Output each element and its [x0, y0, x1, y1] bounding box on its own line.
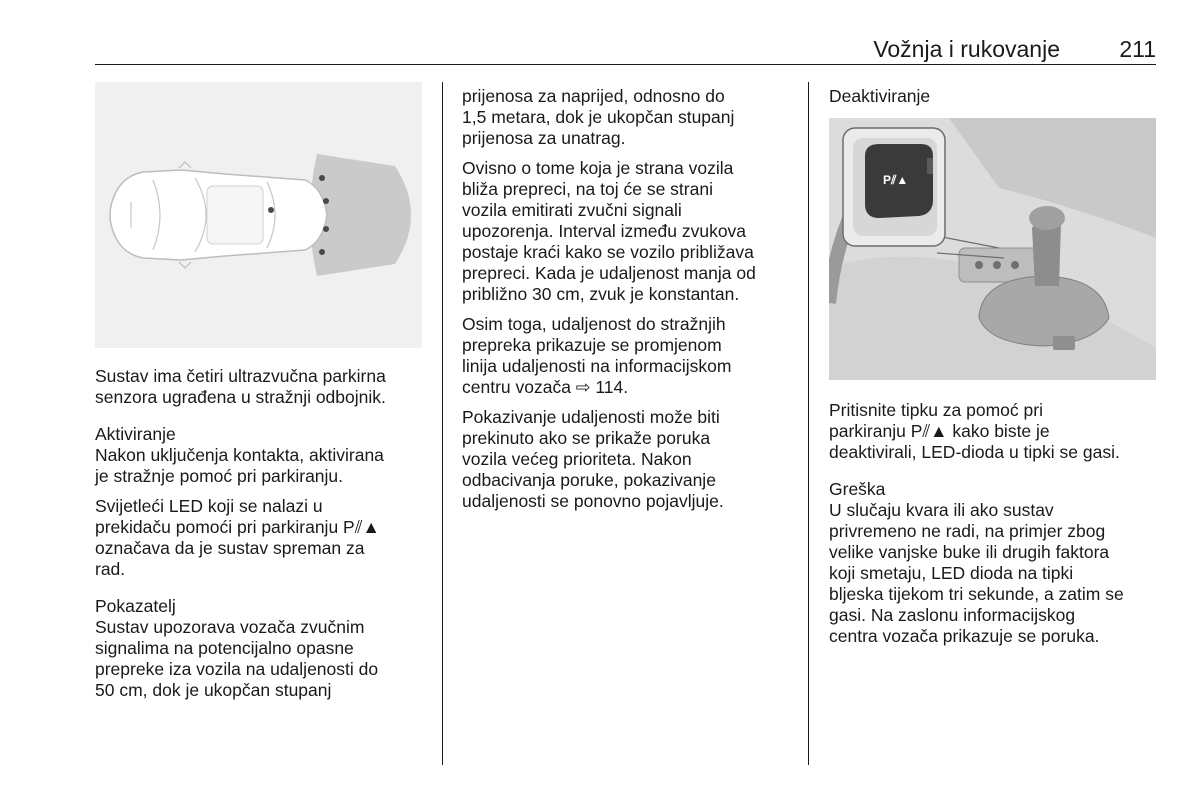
header-rule [95, 64, 1156, 65]
column-2 [462, 86, 802, 512]
deaktiviranje-paragraph: Pritisnite tipku za pomoć pri parkiranju P⫽▲ kako biste je deaktivirali, LED-dioda u tipki se gasi. [829, 400, 1120, 462]
column-divider-1 [442, 82, 443, 765]
pokazatelj-paragraph: Sustav upozorava vozača zvučnim signalima na potencijalno opasne prepreke iza vozila na udaljenosti do 50 cm, dok je ukopčan stupanj [95, 617, 379, 700]
col2-paragraph-4: Pokazivanje udaljenosti može biti prekinuto ako se prikaže poruka vozila većeg prioriteta. Nakon odbacivanja poruke, pokazivanje udaljenosti se ponovno pojavljuje. [462, 407, 724, 511]
column-divider-2 [808, 82, 809, 765]
parking-sensors-illustration [95, 82, 422, 348]
deaktiviranje-heading: Deaktiviranje [829, 86, 931, 106]
parking-assist-button-label: P⫽▲ [883, 173, 909, 187]
running-header-title: Vožnja i rukovanje [873, 36, 1060, 62]
column-3 [829, 400, 1159, 647]
aktiviranje-paragraph-2: Svijetleći LED koji se nalazi u prekidaču pomoći pri parkiranju P⫽▲ označava da je sustav spreman za rad. [95, 496, 380, 579]
page-number: 211 [1119, 36, 1156, 62]
col2-paragraph-1: prijenosa za naprijed, odnosno do 1,5 metara, dok je ukopčan stupanj prijenosa za unatrag. [462, 86, 735, 148]
pokazatelj-heading: Pokazatelj [95, 596, 176, 616]
aktiviranje-heading: Aktiviranje [95, 424, 176, 444]
page-reference-link[interactable]: centru vozača ⇨ 114. [462, 377, 629, 397]
intro-paragraph: Sustav ima četiri ultrazvučna parkirna senzora ugrađena u stražnji odbojnik. [95, 366, 386, 407]
greska-paragraph: U slučaju kvara ili ako sustav privremeno ne radi, na primjer zbog velike vanjske buke ili drugih faktora koji smetaju, LED dioda na tipki bljeska tijekom tri sekunde, a zatim se gasi. Na zaslonu informacijskog centra vozača prikazuje se poruka. [829, 500, 1124, 646]
greska-heading: Greška [829, 479, 886, 499]
col2-paragraph-2: Ovisno o tome koja je strana vozila bliža prepreci, na toj će se strani vozila emitirati zvučni signali upozorenja. Interval između zvukova postaje kraći kako se vozilo približava prepreci. Kada je udaljenost manja od približno 30 cm, zvuk je konstantan. [462, 158, 756, 304]
aktiviranje-paragraph-1: Nakon uključenja kontakta, aktivirana je stražnje pomoć pri parkiranju. [95, 445, 384, 486]
col2-paragraph-3: Osim toga, udaljenost do stražnjih prepreka prikazuje se promjenom linija udaljenosti na informacijskom centru vozača ⇨ 114. [462, 314, 732, 397]
column-3-heading-block [829, 86, 1159, 107]
column-1 [95, 366, 435, 701]
center-console-photo [829, 118, 1156, 380]
